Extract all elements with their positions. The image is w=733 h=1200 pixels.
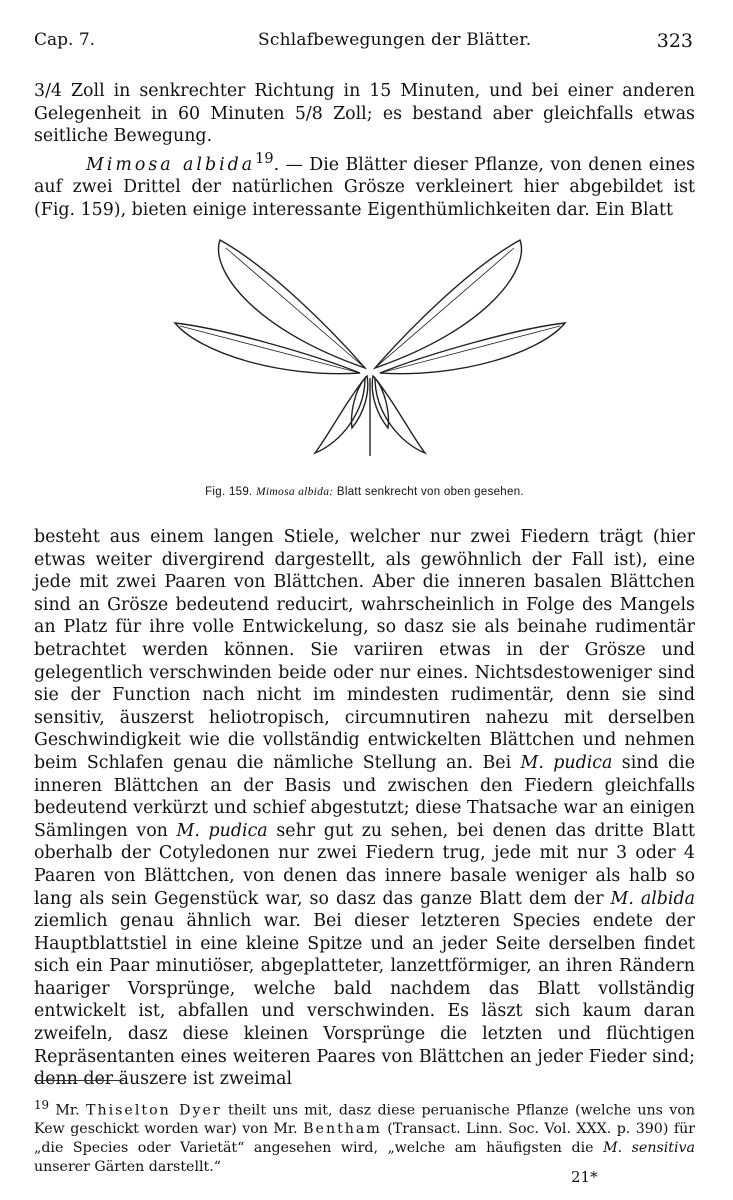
text-run: (Transact. Linn. Soc. Vol. XXX. p. 390) für „die Species oder Varietät“ angesehen wird, „welche am häufigsten die <box>34 1121 695 1156</box>
text-run: Zoll in senkrechter Richtung in 15 Minuten, und bei einer anderen Gelegenheit in 60 Minuten <box>34 81 695 124</box>
text-run: Zoll; es bestand aber gleichfalls etwas seitliche Bewegung. <box>34 103 695 147</box>
indent <box>34 155 86 175</box>
fraction: 5/8 <box>294 103 323 124</box>
species-name: M. pudica <box>520 752 613 773</box>
chapter-label: Cap. 7. <box>34 30 96 50</box>
person-name: Bentham <box>303 1121 382 1138</box>
text-run: theilt uns mit, dasz diese peruanische Pflanze (welche uns von Kew geschickt worden war) von Mr. <box>34 1102 696 1138</box>
footnote-divider <box>34 1080 124 1081</box>
midrib <box>375 248 514 368</box>
caption-number: Fig. 159. <box>205 486 253 498</box>
signature-mark: 21* <box>571 1168 598 1186</box>
fraction: 3/4 <box>34 81 62 101</box>
figure-caption <box>34 486 695 498</box>
text-run: besteht aus einem langen Stiele, welcher nur zwei Fiedern trägt (hier etwas weiter divergirend dargestellt, als gewöhnlich der Fall ist), eine jede mit zwei Paaren von Blättchen. Aber die inneren basalen Blättchen sind an Grösze bedeutend reducirt, wahrscheinlich in Folge des Mangels an Platz für ihre volle Entwickelung, so dasz sie als beinahe rudimentär betrachtet werden können. Sie variiren etwas in der Grösze und gelegentlich verschwinden beide oder nur eines. Nichtsdestoweniger sind sie der Function nach nicht im mindesten rudimentär, denn sie sind sensitiv, äuszerst heliotropisch, circumnutiren nahezu mit derselben Geschwindigkeit wie die vollständig entwickelten Blättchen und nehmen beim Schlafen genau die nämliche Stellung an. Bei <box>34 527 695 773</box>
top-paragraph <box>34 80 695 221</box>
page-header <box>34 30 693 56</box>
running-title: Schlafbewegungen der Blätter. <box>258 30 532 50</box>
person-name: Thiselton Dyer <box>86 1102 222 1119</box>
midrib <box>226 248 365 368</box>
species-name: M. albida <box>610 888 695 909</box>
caption-species: Mimosa albida: <box>256 486 334 498</box>
text-run: unserer Gärten darstellt.“ <box>34 1158 221 1175</box>
species-name: M. pudica <box>176 820 268 841</box>
mimosa-leaf-illustration <box>160 228 580 478</box>
main-paragraph <box>34 526 695 1091</box>
text-run: ziemlich genau ähnlich war. Bei dieser letzteren Species endete der Hauptblattstiel in eine kleine Spitze und an jeder Seite derselben findet sich ein Paar minutiöser, abgeplatteter, lanzettförmiger, an ihren Rändern haariger Vorsprünge, welche bald nachdem das Blatt vollständig entwickelt ist, abfallen und verschwinden. Es läszt sich kaum daran zweifeln, dasz diese kleinen Vorsprünge die letzten und flüchtigen Repräsentanten eines weiteren Paares von Blättchen an jeder Fieder sind; denn der äuszere ist zweimal <box>34 911 695 1090</box>
caption-text: Blatt senkrecht von oben gesehen. <box>333 486 524 498</box>
text-run: . — Die Blätter dieser Pflanze, von denen eines auf zwei Drittel der natürlichen Grösze verkleinert hier abgebildet ist (Fig. 159), bieten einige interessante Eigenthümlichkeiten dar. Ein Blatt <box>34 154 695 220</box>
species-name: Mimosa albida <box>86 154 256 175</box>
leaf-figure <box>160 228 580 478</box>
text-run: Mr. <box>49 1102 87 1119</box>
footnote-number: 19 <box>34 1098 50 1112</box>
page-number: 323 <box>656 30 693 52</box>
species-name: M. sensitiva <box>603 1139 695 1156</box>
text-run: sehr gut zu sehen, bei denen das dritte Blatt oberhalb der Cotyledonen nur zwei Fiedern trug, jede mit nur 3 oder 4 Paaren von Blättchen, von denen das innere basale weniger als halb so lang als sein Gegenstück war, so dasz das ganze Blatt dem der <box>34 820 695 909</box>
footnote <box>34 1096 695 1176</box>
text-run: sind die inneren Blättchen an der Basis und zwischen den Fiedern gleichfalls bedeutend verkürzt und schief abgestutzt; diese Thatsache war an einigen Sämlingen von <box>34 752 696 841</box>
footnote-ref: 19 <box>255 150 274 167</box>
